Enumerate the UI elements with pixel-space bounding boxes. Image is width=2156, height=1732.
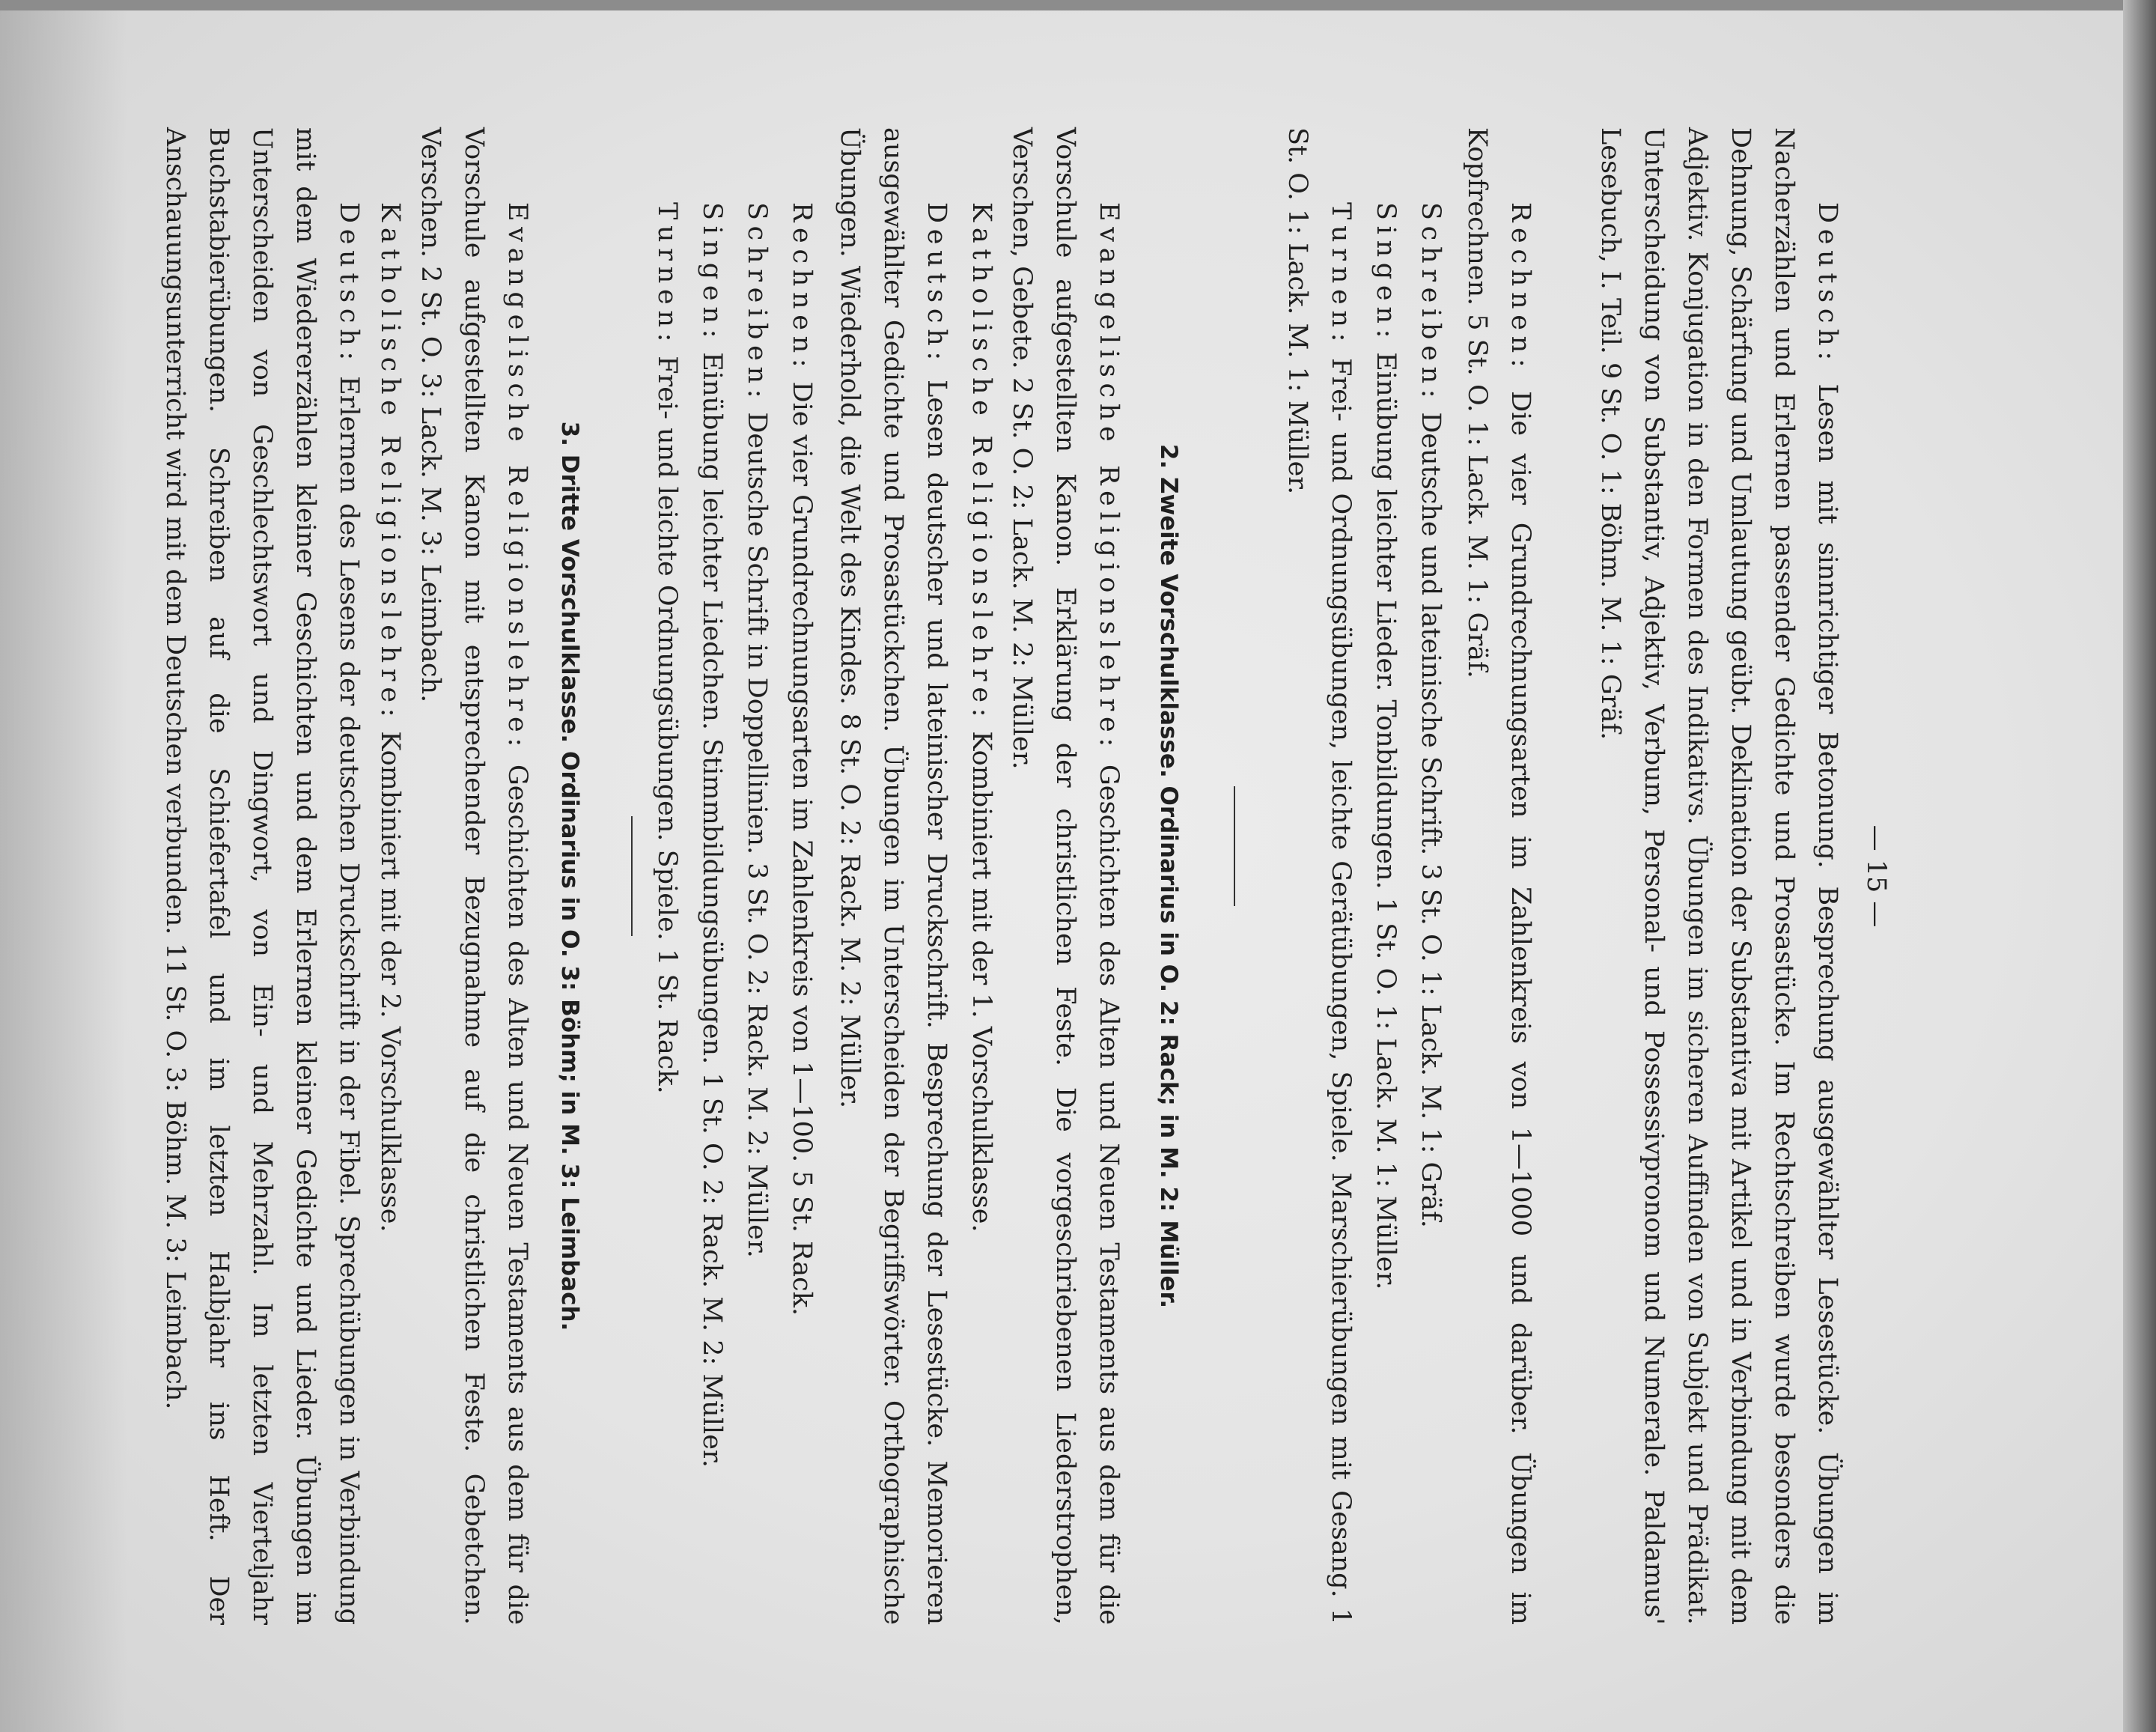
paragraph-rechnen-2 (780, 127, 823, 1625)
paragraph-ev-religion-3 (409, 127, 539, 1625)
paragraph-text: Kombiniert mit der 1. Vorschulklasse. (966, 731, 996, 1233)
section-divider (1234, 786, 1235, 906)
section-heading-3: 3. Dritte Vorschulklasse. Ordinarius in O. 3: Böhm; in M. 3: Leimbach. (556, 421, 583, 1331)
paragraph-text: Geschichten des Alten und Neuen Testaments aus dem für die Vorschule aufgestellten Kanon. Erklärung der christlichen Feste. Die vorgeschriebenen Liederstrophen, Verschen, Gebete. 2 St. O. 2: Lack. M. 2: Müller. (1007, 127, 1124, 1625)
paragraph-text: Deutsche Schrift in Doppellinien. 3 St. O. 2: Rack. M. 2: Müller. (742, 412, 772, 1258)
subject-label: Turnen: (1326, 202, 1356, 348)
subject-label: Deutsch: (922, 202, 951, 366)
paragraph-singen-1 (1364, 127, 1407, 1625)
paragraph-kath-religion-3 (368, 127, 412, 1625)
subject-label: Deutsch: (334, 202, 364, 366)
paragraph-text: Einübung leichter Liedchen. Stimmbildungsübungen. 1 St. O. 2: Rack. M. 2: Müller. (697, 352, 727, 1468)
paragraph-text: Lesen mit sinnrichtiger Betonung. Besprechung ausgewählter Lesestücke. Übungen im Nacherzählen und Erlernen passender Gedichte und Prosastücke. Im Rechtschreiben wurde besonders die Dehnung, Schärfung und Umlautung geübt. Deklination der Substantiva mit Artikel und in Verbindung mit dem Adjektiv. Konjugation in den Formen des Indikativs. Übungen im sicheren Auffinden von Subjekt und Prädikat. Unterscheidung von Substantiv, Adjektiv, Verbum, Personal- und Possessivpronom und Numerale. Paldamus' Lesebuch, I. Teil. 9 St. O. 1: Böhm. M. 1: Gräf. (1595, 127, 1842, 1625)
paragraph-text: Frei- und Ordnungsübungen, leichte Gerätübungen, Spiele. Marschierübungen mit Gesang. 1 St. O. 1: Lack. M. 1: Müller. (1282, 127, 1356, 1625)
top-edge (0, 0, 2156, 10)
paragraph-schreiben-2 (735, 127, 779, 1625)
paragraph-turnen-1 (1276, 127, 1362, 1625)
subject-label: Evangelische Religionslehre: (502, 202, 532, 753)
paragraph-text: Lesen deutscher und lateinischer Druckschrift. Besprechung der Lesestücke. Memorieren ausgewählter Gedichte und Prosastückchen. Übungen im Unterscheiden der Begriffswörter. Orthographische Übungen. Wiederhold, die Welt des Kindes. 8 St. O. 2: Rack. M. 2: Müller. (835, 127, 951, 1625)
paragraph-kath-religion-2 (960, 127, 1003, 1625)
subject-label: Rechnen: (787, 202, 817, 374)
paragraph-deutsch-1 (1589, 127, 1849, 1625)
paragraph-deutsch-2 (828, 127, 958, 1625)
rotated-text-block (160, 127, 1976, 1625)
paragraph-rechnen-1 (1455, 127, 1542, 1625)
paragraph-text: Frei- und leichte Ordnungsübungen. Spiele. 1 St. Rack. (652, 356, 682, 1094)
right-edge (2123, 0, 2156, 1732)
paragraph-deutsch-3 (153, 127, 371, 1625)
subject-label: Evangelische Religionslehre: (1094, 202, 1124, 753)
subject-label: Schreiben: (1416, 202, 1446, 404)
subject-label: Rechnen: (1505, 202, 1535, 374)
page-number: — 15 — (1861, 824, 1891, 928)
paragraph-text: Deutsche und lateinische Schrift. 3 St. O. 1: Lack. M. 1: Gräf. (1416, 412, 1446, 1228)
paragraph-text: Die vier Grundrechnungsarten im Zahlenkreis von 1—1000 und darüber. Übungen im Kopfrechnen. 5 St. O. 1: Lack. M. 1: Gräf. (1462, 127, 1535, 1625)
paragraph-schreiben-1 (1409, 127, 1452, 1625)
subject-label: Katholische Religionslehre: (966, 202, 996, 723)
paragraph-ev-religion-2 (1000, 127, 1130, 1625)
subject-label: Turnen: (652, 202, 682, 348)
left-shadow (0, 0, 127, 1732)
paragraph-text: Erlernen des Lesens der deutschen Druckschrift in der Fibel. Sprechübungen in Verbindung mit dem Wiedererzählen kleiner Geschichten und dem Erlernen kleiner Gedichte und Lieder. Übungen im Unterscheiden von Geschlechtswort und Dingwort, von Ein- und Mehrzahl. Im letzten Vierteljahr Buchstabierübungen. Schreiben auf die Schiefertafel und im letzten Halbjahr ins Heft. Der Anschauungsunterricht wird mit dem Deutschen verbunden. 11 St. O. 3: Böhm. M. 3: Leimbach. (160, 127, 364, 1625)
paragraph-singen-2 (690, 127, 734, 1625)
subject-label: Katholische Religionslehre: (375, 202, 405, 723)
paragraph-text: Einübung leichter Lieder. Tonbildungen. 1 St. O. 1: Lack. M. 1: Müller. (1371, 352, 1401, 1290)
paragraph-turnen-2 (645, 127, 689, 1625)
subject-label: Singen: (1371, 202, 1401, 344)
section-divider (631, 816, 633, 936)
section-heading-2: 2. Zweite Vorschulklasse. Ordinarius in O. 2: Rack; in M. 2: Müller. (1155, 443, 1182, 1309)
paragraph-text: Kombiniert mit der 2. Vorschulklasse. (375, 731, 405, 1233)
subject-label: Deutsch: (1812, 202, 1842, 366)
paragraph-text: Geschichten des Alten und Neuen Testaments aus dem für die Vorschule aufgestellten Kanon mit entsprechender Bezugnahme auf die christlichen Feste. Gebetchen. Verschen. 2 St. O. 3: Lack. M. 3: Leimbach. (415, 127, 532, 1625)
subject-label: Schreiben: (742, 202, 772, 404)
paragraph-text: Die vier Grundrechnungsarten im Zahlenkreis von 1—100. 5 St. Rack. (787, 381, 817, 1316)
subject-label: Singen: (697, 202, 727, 344)
